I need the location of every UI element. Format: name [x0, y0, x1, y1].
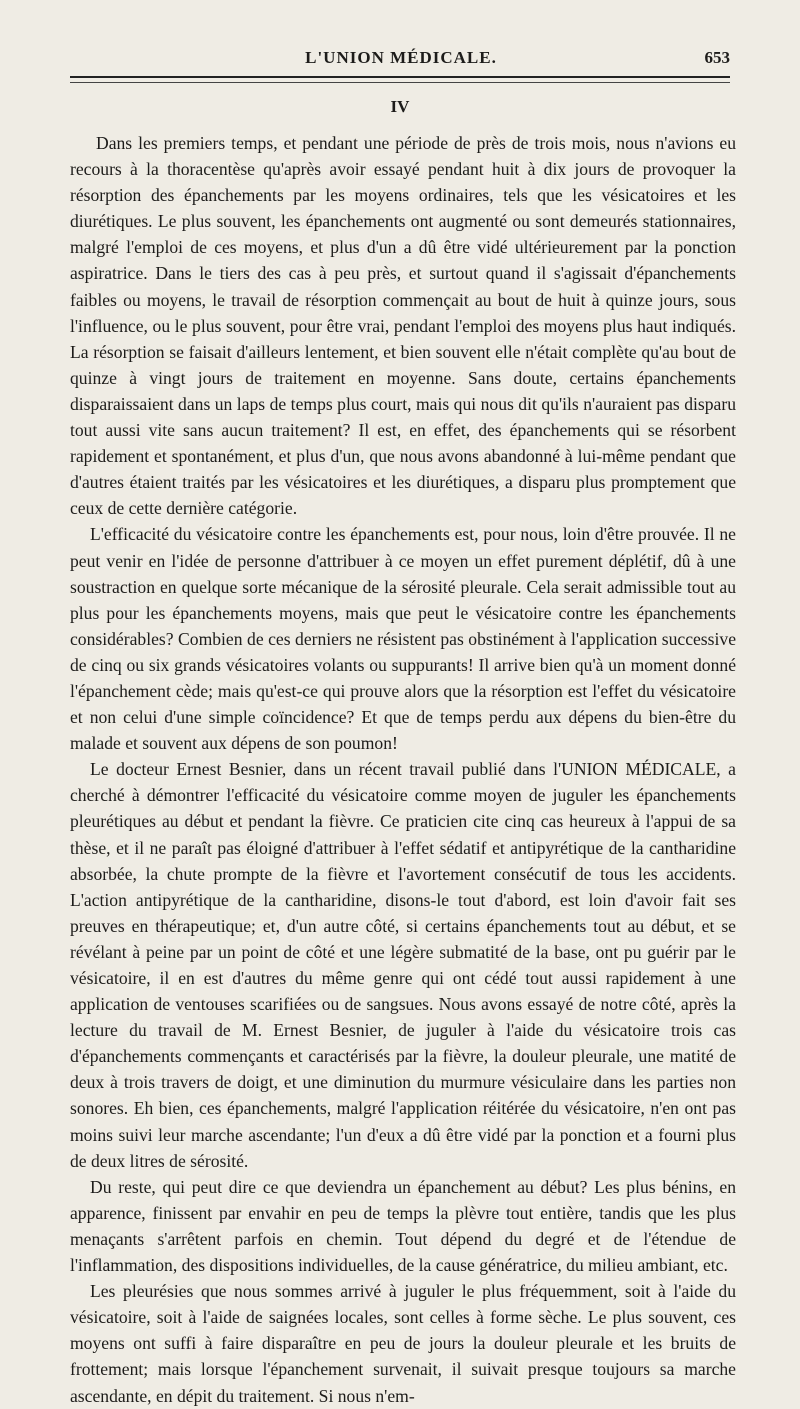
body-text — [70, 130, 736, 1409]
header-rule — [70, 76, 730, 78]
page-number: 653 — [704, 48, 730, 67]
paragraph-2: L'efficacité du vésicatoire contre les épanchements est, pour nous, loin d'être prouvée. Il ne peut venir en l'idée de personne d'attribuer à ce moyen un effet purement déplétif, dû à une soustraction en quelque sorte mécanique de la sérosité pleurale. Cela serait admissible tout au plus pour les épanchements moyens, mais que peut le vésicatoire contre les épanchements considérables? Combien de ces derniers ne résistent pas obstinément à l'application successive de cinq ou six grands vésicatoires volants ou suppurants! Il arrive bien qu'à un moment donné l'épanchement cède; mais qu'est-ce qui prouve alors que la résorption est l'effet du vésicatoire et non celui d'une simple coïncidence? Et que de temps perdu aux dépens du bien-être du malade et souvent aux dépens de son poumon! — [70, 524, 736, 754]
paragraph-5: Les pleurésies que nous sommes arrivé à juguler le plus fréquemment, soit à l'aide du vésicatoire, soit à l'aide de saignées locales, sont celles à forme sèche. Le plus souvent, ces moyens ont suffi à faire disparaître en peu de jours la douleur pleurale et les bruits de frottement; mais lorsque l'épanchement survenait, il suivait presque toujours sa marche ascendante, en dépit du traitement. Si nous n'em- — [70, 1281, 736, 1406]
paragraph-1: Dans les premiers temps, et pendant une période de près de trois mois, nous n'avions eu recours à la thoracentèse qu'après avoir essayé pendant huit à dix jours de provoquer la résorption des épanchements par les moyens ordinaires, tels que les vésicatoires et les diurétiques. Le plus souvent, les épanchements ont augmenté ou sont demeurés stationnaires, malgré l'emploi de ces moyens, et plus d'un a dû être vidé ultérieurement par la ponction aspiratrice. Dans le tiers des cas à peu près, et surtout quand il s'agissait d'épanchements faibles ou moyens, le travail de résorption commençait au bout de huit à quinze jours, sous l'influence, ou le plus souvent, pour être vrai, pendant l'emploi des moyens plus haut indiqués. La résorption se faisait d'ailleurs lentement, et bien souvent elle n'était complète qu'au bout de quinze à vingt jours de traitement en moyenne. Sans doute, certains épanchements disparaissaient dans un laps de temps plus court, mais qui nous dit qu'ils n'auraient pas disparu tout aussi vite sans aucun traitement? Il est, en effet, des épanchements qui se résorbent rapidement et spontanément, et plus d'un, que nous avons abandonné à lui-même pendant que d'autres étaient traités par les vésicatoires et les diurétiques, a disparu plus promptement que ceux de cette dernière catégorie. — [70, 133, 736, 519]
page-header — [72, 44, 730, 74]
paragraph-3: Le docteur Ernest Besnier, dans un récent travail publié dans l'UNION MÉDICALE, a cherché à démontrer l'efficacité du vésicatoire comme moyen de juguler les épanchements pleurétiques au début et pendant la fièvre. Ce praticien cite cinq cas heureux à l'appui de sa thèse, et il ne paraît pas éloigné d'attribuer à l'effet sédatif et antipyrétique de la cantharidine absorbée, la chute prompte de la fièvre et l'avortement consécutif de tous les accidents. L'action antipyrétique de la cantharidine, disons-le tout d'abord, est loin d'avoir fait ses preuves en thérapeutique; et, d'un autre côté, si certains épanchements tout au début, et se révélant à peine par un point de côté et une légère submatité de la base, ont pu guérir par le vésicatoire, il en est d'autres du même genre qui ont cédé tout aussi rapidement à une application de ventouses scarifiées ou de sangsues. Nous avons essayé de notre côté, après la lecture du travail de M. Ernest Besnier, de juguler à l'aide du vésicatoire trois cas d'épanchements commençants et caractérisés par la fièvre, la douleur pleurale, une matité de deux à trois travers de doigt, et une diminution du murmure vésiculaire dans les parties non sonores. Eh bien, ces épanchements, malgré l'application réitérée du vésicatoire, n'en ont pas moins suivi leur marche ascendante; l'un d'eux a dû être vidé par la ponction et a fourni plus de deux litres de sérosité. — [70, 759, 736, 1171]
section-number: IV — [390, 97, 410, 116]
running-title: L'UNION MÉDICALE. — [305, 48, 497, 67]
paragraph-4: Du reste, qui peut dire ce que deviendra un épanchement au début? Les plus bénins, en apparence, finissent par envahir en peu de temps la plèvre tout entière, tandis que les plus menaçants s'arrêtent parfois en chemin. Tout dépend du degré et de l'étendue de l'inflammation, des dispositions individuelles, de la cause génératrice, du milieu ambiant, etc. — [70, 1176, 736, 1276]
header-rule-thin — [70, 82, 730, 83]
